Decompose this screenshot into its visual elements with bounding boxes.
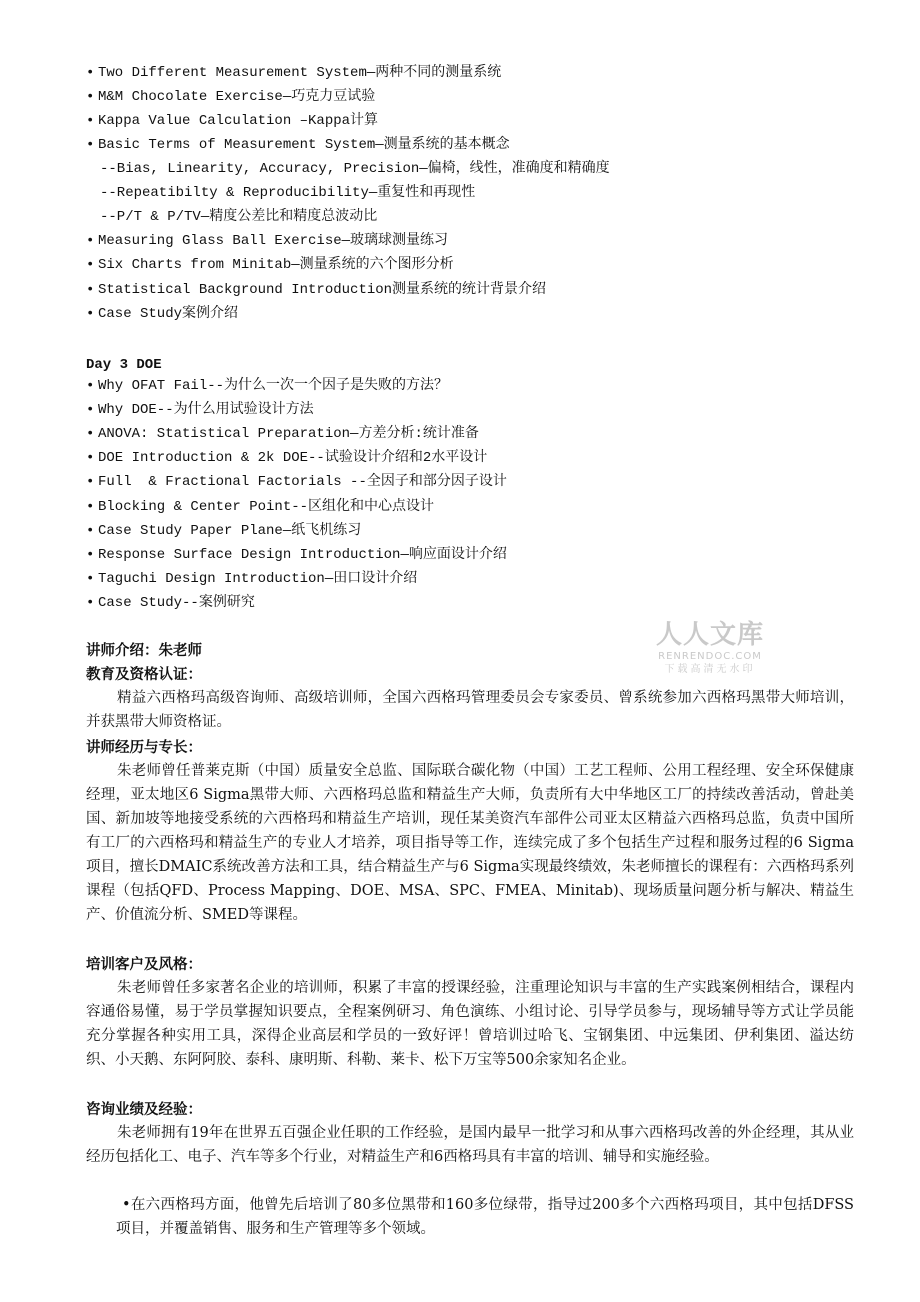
list-item: • Blocking & Center Point--区组化和中心点设计 [86,499,435,515]
list-item: • ANOVA: Statistical Preparation—方差分析:统计准备 [86,426,479,442]
list-item: • Basic Terms of Measurement System—测量系统的基本概念 [86,137,510,153]
consulting-bullet: •在六西格玛方面，他曾先后培训了80多位黑带和160多位绿带，指导过200多个六西格玛项目，其中包括DFSS项目，并覆盖销售、服务和生产管理等多个领域。 [116,1197,854,1237]
list-subitem: --Repeatibilty & Reproducibility—重复性和再现性 [100,185,476,201]
watermark-logo [648,620,772,676]
list-item: • Why OFAT Fail--为什么一次一个因子是失败的方法？ [86,378,449,394]
experience-heading: 讲师经历与专长： [86,740,202,756]
edu-paragraph: 精益六西格玛高级咨询师、高级培训师，全国六西格玛管理委员会专家委员、曾系统参加六西格玛黑带大师培训，并获黑带大师资格证。 [86,690,854,730]
clients-heading: 培训客户及风格： [86,957,202,973]
instructor-title: 讲师介绍：朱老师 [86,643,202,659]
list-item: • DOE Introduction & 2k DOE--试验设计介绍和2水平设计 [86,450,488,466]
list-item: • Measuring Glass Ball Exercise—玻璃球测量练习 [86,233,449,249]
list-item: • Kappa Value Calculation –Kappa计算 [86,113,379,129]
consulting-paragraph: 朱老师拥有19年在世界五百强企业任职的工作经验，是国内最早一批学习和从事六西格玛改善的外企经理，其从业经历包括化工、电子、汽车等多个行业，对精益生产和6西格玛具有丰富的培训、辅导和实施经验。 [86,1125,854,1165]
list-item: • Statistical Background Introduction测量系统的统计背景介绍 [86,282,547,298]
list-item: • M&M Chocolate Exercise—巧克力豆试验 [86,89,376,105]
list-item: • Case Study案例介绍 [86,306,239,322]
list-item: • Case Study Paper Plane—纸飞机练习 [86,523,362,539]
list-item: • Six Charts from Minitab—测量系统的六个图形分析 [86,257,454,273]
watermark-url: RENRENDOC.COM [658,651,762,662]
list-item: • Case Study--案例研究 [86,595,255,611]
list-item: • Response Surface Design Introduction—响应面设计介绍 [86,547,507,563]
list-item: • Taguchi Design Introduction—田口设计介绍 [86,571,418,587]
day3-title: Day 3 DOE [86,357,162,373]
clients-paragraph: 朱老师曾任多家著名企业的培训师，积累了丰富的授课经验，注重理论知识与丰富的生产实践案例相结合，课程内容通俗易懂，易于学员掌握知识要点，全程案例研习、角色演练、小组讨论、引导学员参与，现场辅导等方式让学员能充分掌握各种实用工具，深得企业高层和学员的一致好评！曾培训过哈飞、宝钢集团、中远集团、伊利集团、溢达纺织、小天鹅、东阿阿胶、泰科、康明斯、科勒、莱卡、松下万宝等500余家知名企业。 [86,980,854,1068]
list-item: • Why DOE--为什么用试验设计方法 [86,402,314,418]
edu-heading: 教育及资格认证： [86,667,202,683]
experience-paragraph: 朱老师曾任普莱克斯（中国）质量安全总监、国际联合碳化物（中国）工艺工程师、公用工程经理、安全环保健康经理，亚太地区6 Sigma黑带大师、六西格玛总监和精益生产大师，负责所有大中华地区工厂的持续改善活动，曾赴美国、新加坡等地接受系统的六西格玛和精益生产培训，现任某美资汽车部件公司亚太区精益六西格玛总监，负责中国所有工厂的六西格玛和精益生产的专业人才培养，项目指导等工作，连续完成了多个包括生产过程和服务过程的6 Sigma项目，擅长DMAIC系统改善方法和工具，结合精益生产与6 Sigma实现最终绩效，朱老师擅长的课程有：六西格玛系列课程（包括QFD、Process Mapping、DOE、MSA、SPC、FMEA、Minitab)、现场质量问题分析与解决、精益生产、价值流分析、SMED等课程。 [86,763,854,923]
list-item: • Full & Fractional Factorials --全因子和部分因子设计 [86,474,507,490]
list-subitem: --P/T & P/TV—精度公差比和精度总波动比 [100,209,378,225]
consulting-heading: 咨询业绩及经验： [86,1102,202,1118]
list-subitem: --Bias, Linearity, Accuracy, Precision—偏椅，线性，准确度和精确度 [100,161,610,177]
list-item: • Two Different Measurement System—两种不同的测量系统 [86,65,502,81]
watermark-brand: 人人文库 [655,620,764,650]
watermark-tagline: 下载高清无水印 [664,664,756,675]
